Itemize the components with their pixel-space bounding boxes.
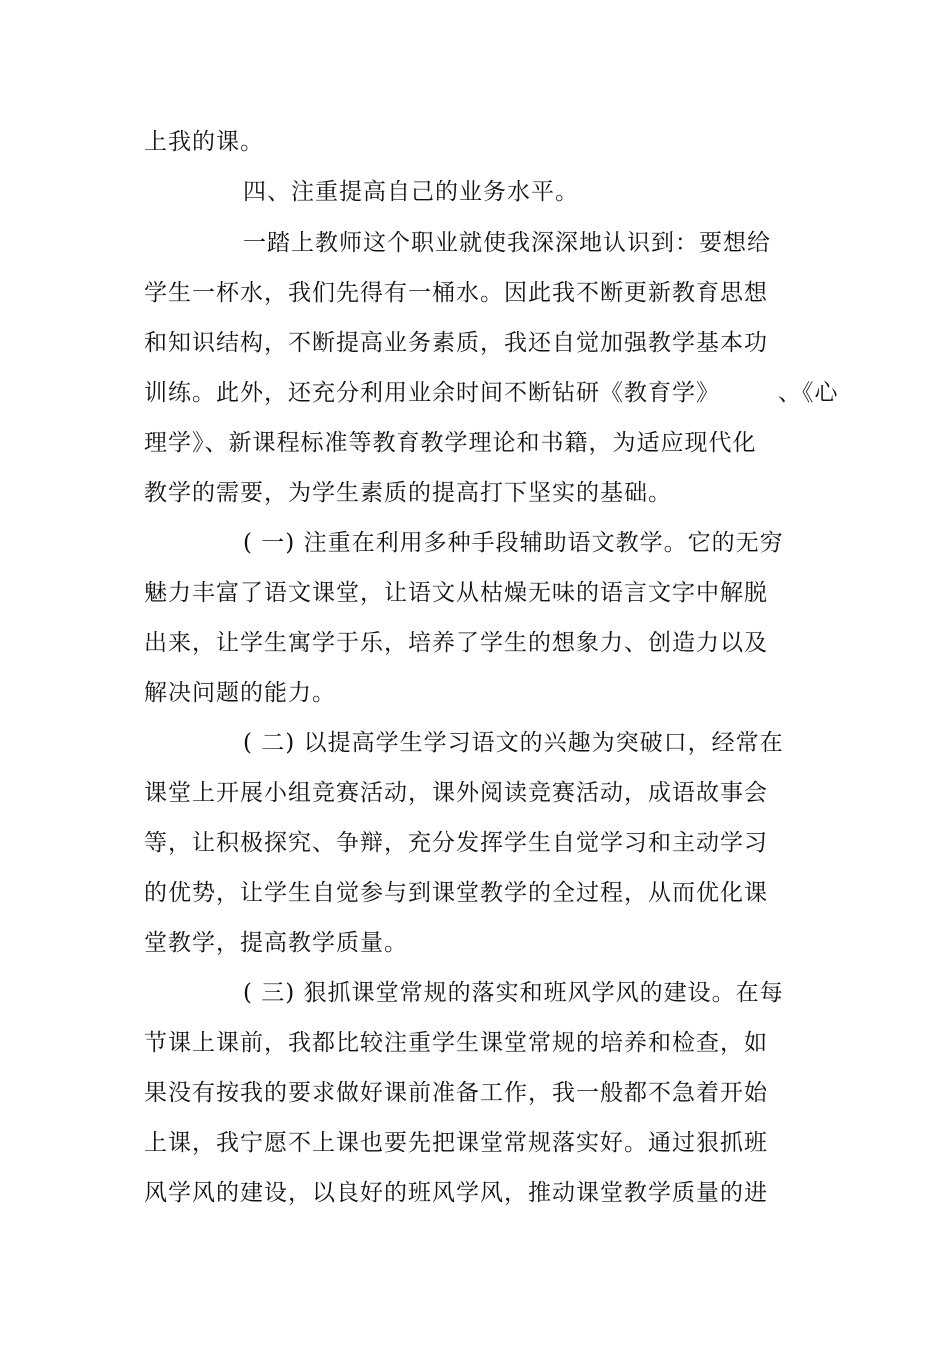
text-line: 教学的需要，为学生素质的提高打下坚实的基础。 — [144, 480, 672, 506]
text-line: 一踏上教师这个职业就使我深深地认识到：要想给 — [243, 230, 771, 256]
text-line: 风学风的建设，以良好的班风学风，推动课堂教学质量的进 — [144, 1180, 768, 1206]
text-line: 上我的课。 — [144, 129, 264, 155]
text-line: 等，让积极探究、争辩，充分发挥学生自觉学习和主动学习 — [144, 830, 768, 856]
text-line — [144, 378, 839, 408]
text-line: 课堂上开展小组竞赛活动，课外阅读竞赛活动，成语故事会 — [144, 780, 768, 806]
text-line: 节课上课前，我都比较注重学生课堂常规的培养和检查，如 — [144, 1030, 768, 1056]
paragraph-start: ( 一) 注重在利用多种手段辅助语文教学。它的无穷 — [243, 530, 784, 556]
text-segment: 训练。此外，还充分利用业余时间不断钻研《教育学》 — [144, 380, 720, 406]
text-line: 上课，我宁愿不上课也要先把课堂常规落实好。通过狠抓班 — [144, 1130, 768, 1156]
paragraph-start: ( 三) 狠抓课堂常规的落实和班风学风的建设。在每 — [243, 980, 784, 1006]
text-line: 解决问题的能力。 — [144, 680, 336, 706]
text-line: 堂教学，提高教学质量。 — [144, 930, 408, 956]
text-segment: 、《心 — [778, 380, 839, 406]
text-line: 果没有按我的要求做好课前准备工作，我一般都不急着开始 — [144, 1080, 768, 1106]
text-line: 学生一杯水，我们先得有一桶水。因此我不断更新教育思想 — [144, 280, 768, 306]
text-line: 出来，让学生寓学于乐，培养了学生的想象力、创造力以及 — [144, 630, 768, 656]
text-line: 理学》、新课程标准等教育教学理论和书籍，为适应现代化 — [144, 430, 757, 456]
text-line: 和知识结构，不断提高业务素质，我还自觉加强教学基本功 — [144, 330, 768, 356]
section-heading: 四、注重提高自己的业务水平。 — [243, 179, 579, 205]
text-line: 的优势，让学生自觉参与到课堂教学的全过程，从而优化课 — [144, 880, 768, 906]
text-line: 魅力丰富了语文课堂，让语文从枯燥无味的语言文字中解脱 — [144, 580, 768, 606]
paragraph-start: ( 二) 以提高学生学习语文的兴趣为突破口，经常在 — [243, 730, 784, 756]
